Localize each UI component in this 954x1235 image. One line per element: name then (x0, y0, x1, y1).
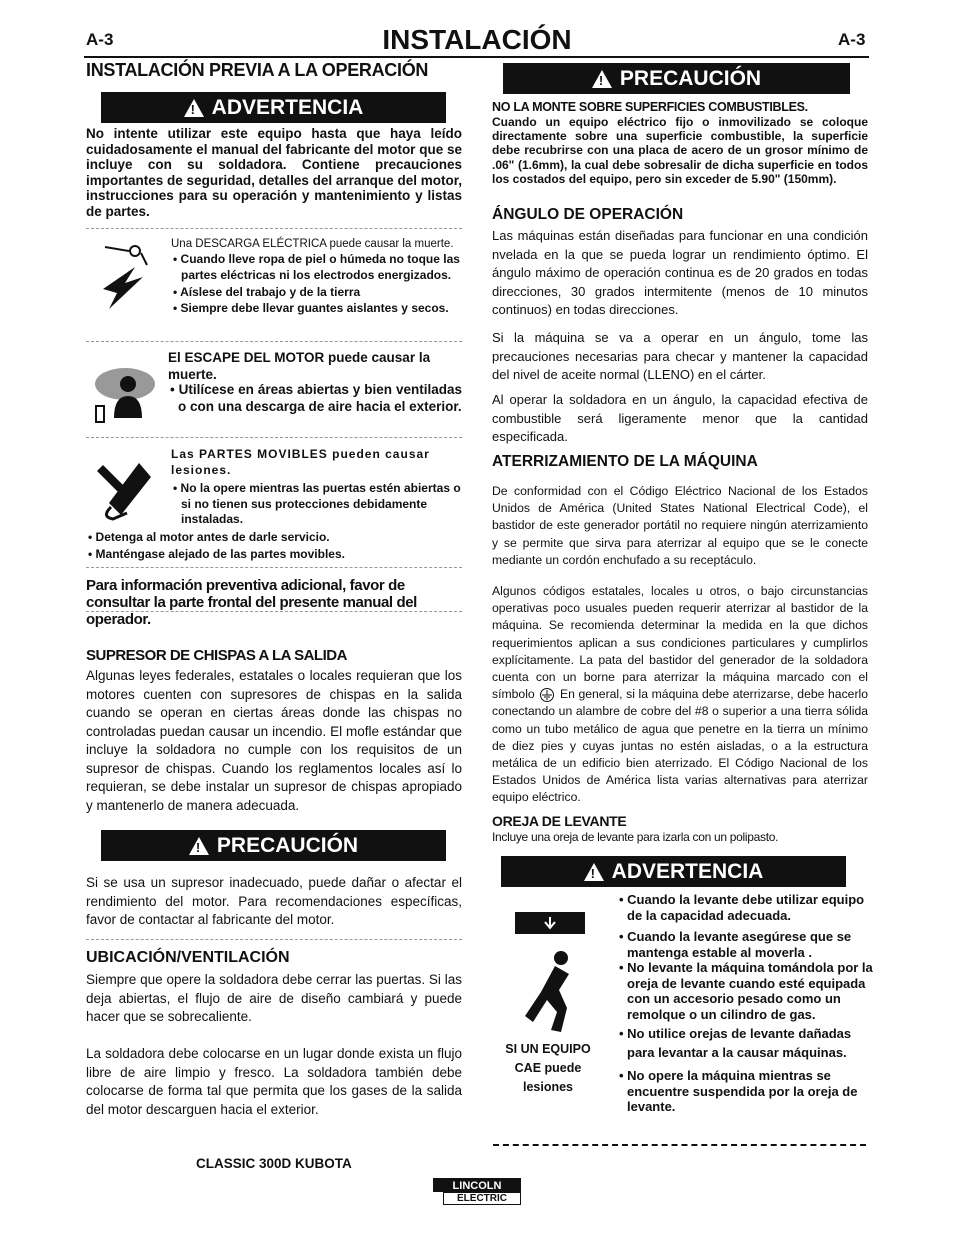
caution-label: PRECAUCIÓN (619, 66, 762, 90)
combustible-text: Cuando un equipo eléctrico fijo o inmovilizado se coloque directamente sobre una superficie combustible, la superficie debe recubrirse con una placa de acero de un grosor mínimo de .06" (1.6mm), la cual debe sobresalir de dicha superficie en todos los costados del equipo, pero sin exceder de 5.90" (150mm). (492, 115, 868, 186)
caution-banner-right (503, 63, 850, 94)
shock-item: • Siempre debe llevar guantes aislantes y secos. (173, 300, 449, 315)
lift-warning-item: • No levante la máquina tomándola por la oreja de levante cuando esté equipada con un accesorio pesado como un remolque o un cilindro de gas. (619, 960, 873, 1022)
ground-title: ATERRIZAMIENTO DE LA MÁQUINA (492, 453, 758, 470)
divider (86, 228, 462, 229)
angle-text-3: Al operar la soldadora en un ángulo, la capacidad efectiva de combustible será ligeramente menor que la cantidad especificada. (492, 392, 868, 444)
page-title: INSTALACIÓN (382, 24, 572, 55)
combustible-heading: NO LA MONTE SOBRE SUPERFICIES COMBUSTIBLES. (492, 100, 808, 114)
vent-title: UBICACIÓN/VENTILACIÓN (86, 949, 290, 966)
divider (493, 1144, 866, 1146)
shock-heading: Una DESCARGA ELÉCTRICA puede causar la muerte. (171, 238, 454, 250)
warning-banner-right (501, 856, 846, 887)
preventive-note: Para información preventiva adicional, favor de consultar la parte frontal del presente manual del operador. (86, 577, 417, 628)
moving-parts-icon (92, 454, 160, 524)
lincoln-electric-logo (433, 1178, 521, 1208)
warning-icon (184, 99, 204, 117)
angle-text-2: Si la máquina se va a operar en un ángulo, tome las precauciones necesarias para checar y mantener la capacidad del nivel de aceite normal (LLENO) en el cárter. (492, 330, 868, 382)
lift-warning-item: • Cuando la levante debe utilizar equipo de la capacidad adecuada. (619, 892, 865, 923)
engine-exhaust-icon (92, 362, 158, 428)
page-number-right: A-3 (838, 30, 866, 49)
angle-text-1: Las máquinas están diseñadas para funcionar en una condición nvelada en la que se pueda lograr un rendimiento óptimo. El ángulo máximo de operación continua es de 20 grados en todas direcciones, 30 grados intermitente (menos de 10 minutos continuos) en todas direcciones. (492, 228, 868, 317)
exhaust-heading: El ESCAPE DEL MOTOR puede causar la muerte. (168, 350, 431, 382)
angle-title: ÁNGULO DE OPERACIÓN (492, 206, 684, 223)
ground-text-1: De conformidad con el Código Eléctrico Nacional de los Estados Unidos de América (United States National Electrical Code), el bastidor de este generador portátil no requiere ningún aterrizamiento y se permite que sirva para aterrizar al equipo que se le conecte mediante un cordón enchufado a su receptáculo. (492, 484, 868, 567)
divider (86, 611, 462, 612)
warning-icon (584, 863, 604, 881)
warning-label: ADVERTENCIA (611, 859, 764, 883)
spark-title: SUPRESOR DE CHISPAS A LA SALIDA (86, 647, 347, 664)
vent-text-1: Siempre que opere la soldadora debe cerrar las puertas. Si las deja abiertas, el flujo de aire de diseño cambiará y puede hacer que se sobrecaliente. (86, 972, 462, 1024)
warning-banner-left (101, 92, 446, 123)
warning-icon (592, 70, 612, 88)
lift-warning-item: • No opere la máquina mientras se encuentre suspendida por la oreja de levante. (619, 1068, 858, 1114)
ground-symbol-icon (538, 688, 556, 702)
lift-warning-item: • No utilice orejas de levante dañadas para levantar a la causar máquinas. (619, 1026, 852, 1060)
lift-title: OREJA DE LEVANTE (492, 813, 627, 829)
logo-top-text: LINCOLN (433, 1178, 521, 1192)
warning-label: ADVERTENCIA (211, 95, 364, 119)
logo-bottom-text: ELECTRIC (443, 1192, 521, 1205)
lift-text: Incluye una oreja de levante para izarla con un polipasto. (492, 830, 779, 844)
spark-text: Algunas leyes federales, estatales o locales requieran que los motores cuenten con supresores de chispas en la salida cuando se operan en ciertas áreas donde las chispas no controladas puedan causar un incendio. El mofle estándar que incluye la soldadora no cumple con los requisitos de un supresor de chispas. Cuando los reglamentos locales así lo requieran, se debe instalar un supresor de chispas apropiado y mantenerlo de manera adecuada. (86, 668, 462, 813)
shock-item: • Cuando lleve ropa de piel o húmeda no toque las partes eléctricas ni los electrodos energizados. (173, 252, 460, 282)
moving-heading: Las PARTES MOVIBLES pueden causar lesiones. (171, 447, 430, 477)
ground-text-2: Algunos códigos estatales, locales u otros, o bajo circunstancias operativas poco usuales pueden requerir aterrizar al bastidor de la máquina. Se recomienda determinar la medida en la que dichos requerimientos aplican a sus condiciones particulares y cumplirlos explícitamente. La pata del bastidor del generador de la soldadora cuenta con un borne para aterrizar la máquina marcado con el símbolo En general, si la máquina debe aterrizarse, debe hacerlo conectando un alambre de cobre del #8 o superior a una tierra sólida como un tubo metálico de agua que penetre en la tierra un mínimo de diez pies y cuyas juntas no estén aisladas, o a la estructura metálica de un edificio bien aterrizado. El Código Nacional de los Estados Unidos de América lista varias alternativas para aterrizar equipo eléctrico. (492, 584, 869, 805)
warning-text: No intente utilizar este equipo hasta que haya leído cuidadosamente el manual del fabricante del motor que se incluye con su soldadora. Contiene precauciones importantes de seguridad, detalles del arranque del motor, instrucciones para su operación y mantenimiento y listas de partes. (86, 126, 462, 219)
vent-text-2: La soldadora debe colocarse en un lugar donde exista un flujo libre de aire limpio y fresco. La soldadora también debe colocarse de forma tal que permita que los gases de la salida del motor descarguen hacia el exterior. (86, 1046, 462, 1117)
shock-item: • Aíslese del trabajo y de la tierra (173, 285, 361, 299)
warning-icon (189, 837, 209, 855)
moving-item: • No la opere mientras las puertas estén abiertas o si no tienen sus protecciones debidamente instaladas. (173, 481, 461, 526)
exhaust-item: • Utilícese en áreas abiertas y bien ventiladas o con una descarga de aire hacia el exterior. (170, 382, 462, 414)
electric-shock-icon (92, 236, 158, 326)
caution-label: PRECAUCIÓN (216, 833, 359, 857)
section-title: INSTALACIÓN PREVIA A LA OPERACIÓN (86, 60, 429, 80)
title-rule (84, 56, 869, 58)
caution-text: Si se usa un supresor inadecuado, puede dañar o afectar el rendimiento del motor. Para recomendaciones específicas, favor de contactar al fabricante del motor. (86, 875, 462, 927)
fall-caption: SI UN EQUIPO CAE puede lesiones (505, 1042, 591, 1094)
caution-banner-left (101, 830, 446, 861)
moving-extra: • Detenga al motor antes de darle servicio. (88, 530, 330, 544)
lift-warning-item: • Cuando la levante asegúrese que se mantenga estable al moverla . (619, 929, 852, 960)
footer-model: CLASSIC 300D KUBOTA (196, 1156, 352, 1171)
divider (86, 567, 462, 568)
moving-extra: • Manténgase alejado de las partes movibles. (88, 547, 345, 561)
divider (86, 437, 462, 438)
page-number-left: A-3 (86, 30, 114, 49)
falling-equipment-icon (510, 910, 592, 1035)
divider (86, 939, 462, 940)
divider (86, 341, 462, 342)
